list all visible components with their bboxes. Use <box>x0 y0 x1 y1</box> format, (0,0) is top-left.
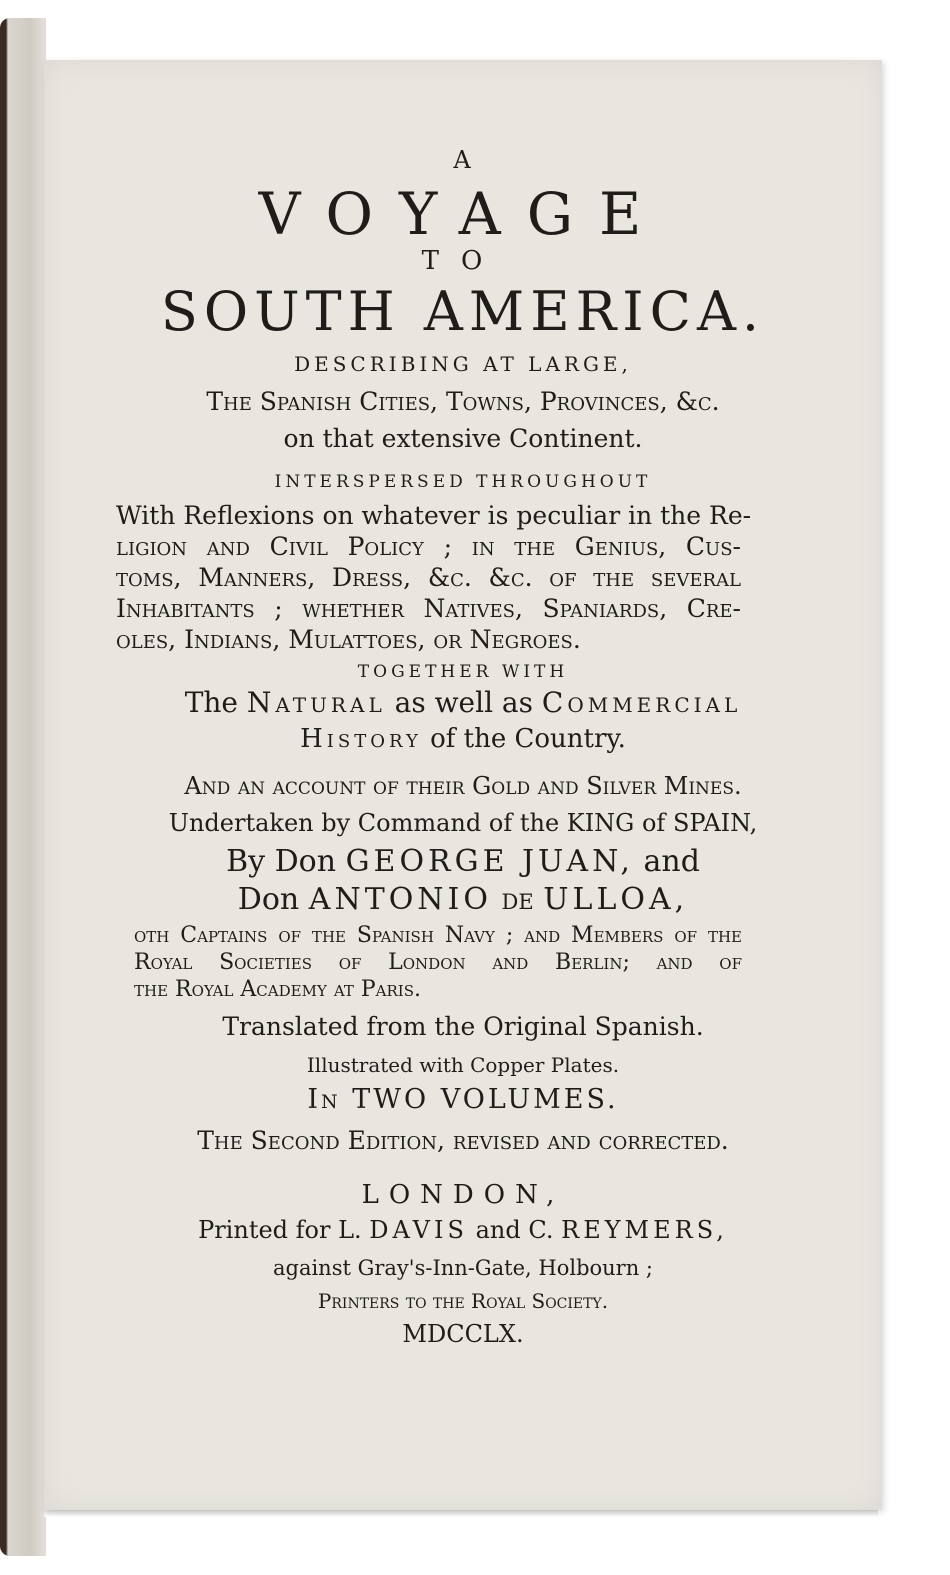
printed-pre: Printed for L. <box>198 1216 362 1244</box>
together-with: TOGETHER WITH <box>357 662 569 682</box>
printer-reymers: REYMERS, <box>561 1216 728 1244</box>
author-de: de <box>501 882 534 917</box>
history-line <box>44 724 882 754</box>
subtitle-describing: DESCRIBING AT LARGE, <box>294 352 632 376</box>
don-pre: Don <box>237 882 300 917</box>
printer-davis: DAVIS <box>369 1216 468 1244</box>
title-south-america: SOUTH AMERICA. <box>160 280 766 343</box>
author-antonio: ANTONIO <box>308 882 492 917</box>
translated-line: Translated from the Original Spanish. <box>222 1012 704 1041</box>
title-article: A <box>453 146 473 174</box>
history-rest: of the Country. <box>430 724 626 754</box>
imprint-year: MDCCLX. <box>402 1320 524 1348</box>
history-word: History <box>300 724 422 754</box>
captains-paragraph <box>134 922 742 1003</box>
reflexions-paragraph <box>116 500 752 655</box>
author-juan-line <box>44 844 882 879</box>
subtitle-interspersed: INTERSPERSED THROUGHOUT <box>274 472 652 492</box>
imprint-address: against Gray's-Inn-Gate, Holbourn ; <box>272 1256 653 1280</box>
by-and: and <box>643 844 700 879</box>
reflexions-line: Inhabitants ; whether Natives, Spaniards, Cre- <box>116 594 741 623</box>
volumes-line <box>44 1084 882 1115</box>
undertaken-line: Undertaken by Command of the KING of SPAIN, <box>168 809 758 837</box>
reflexions-line: With Reflexions on whatever is peculiar in the Re- <box>116 501 752 530</box>
commercial-word: Commercial <box>541 686 742 719</box>
natural-pre: The <box>184 686 238 719</box>
title-to: TO <box>421 246 505 276</box>
captains-line: the Royal Academy at Paris. <box>134 977 421 1002</box>
book-spine <box>0 18 46 1556</box>
reflexions-line: ligion and Civil Policy ; in the Genius, Cus- <box>116 532 741 561</box>
natural-mid: as well as <box>394 686 533 719</box>
author-ulloa: ULLOA, <box>543 882 689 917</box>
captains-line: Royal Societies of London and Berlin; and of <box>134 950 742 975</box>
author-ulloa-line <box>44 882 882 917</box>
illustrated-line: Illustrated with Copper Plates. <box>306 1053 620 1077</box>
natural-line <box>44 686 882 719</box>
printed-and: and C. <box>475 1216 554 1244</box>
reflexions-line: toms, Manners, Dress, &c. &c. of the several <box>116 563 741 592</box>
subtitle-continent: on that extensive Continent. <box>283 424 643 453</box>
captains-line: oth Captains of the Spanish Navy ; and Members of the <box>134 923 742 948</box>
volumes-in: In <box>307 1084 341 1115</box>
title-voyage: VOYAGE <box>258 180 668 248</box>
reflexions-line: oles, Indians, Mulattoes, or Negroes. <box>116 625 581 654</box>
by-don: By Don <box>226 844 337 879</box>
title-page <box>44 60 882 1510</box>
volumes-count: TWO VOLUMES. <box>352 1084 619 1115</box>
natural-word: Natural <box>246 686 386 719</box>
author-george-juan: GEORGE JUAN, <box>345 844 634 879</box>
imprint-london: LONDON, <box>361 1180 565 1210</box>
imprint-printed-for <box>44 1216 882 1244</box>
imprint-printers: Printers to the Royal Society. <box>317 1289 609 1313</box>
subtitle-spanish-cities: The Spanish Cities, Towns, Provinces, &c. <box>206 387 720 416</box>
gold-silver-line: And an account of their Gold and Silver Mines. <box>184 772 742 800</box>
edition-line: The Second Edition, revised and corrected. <box>197 1126 729 1155</box>
